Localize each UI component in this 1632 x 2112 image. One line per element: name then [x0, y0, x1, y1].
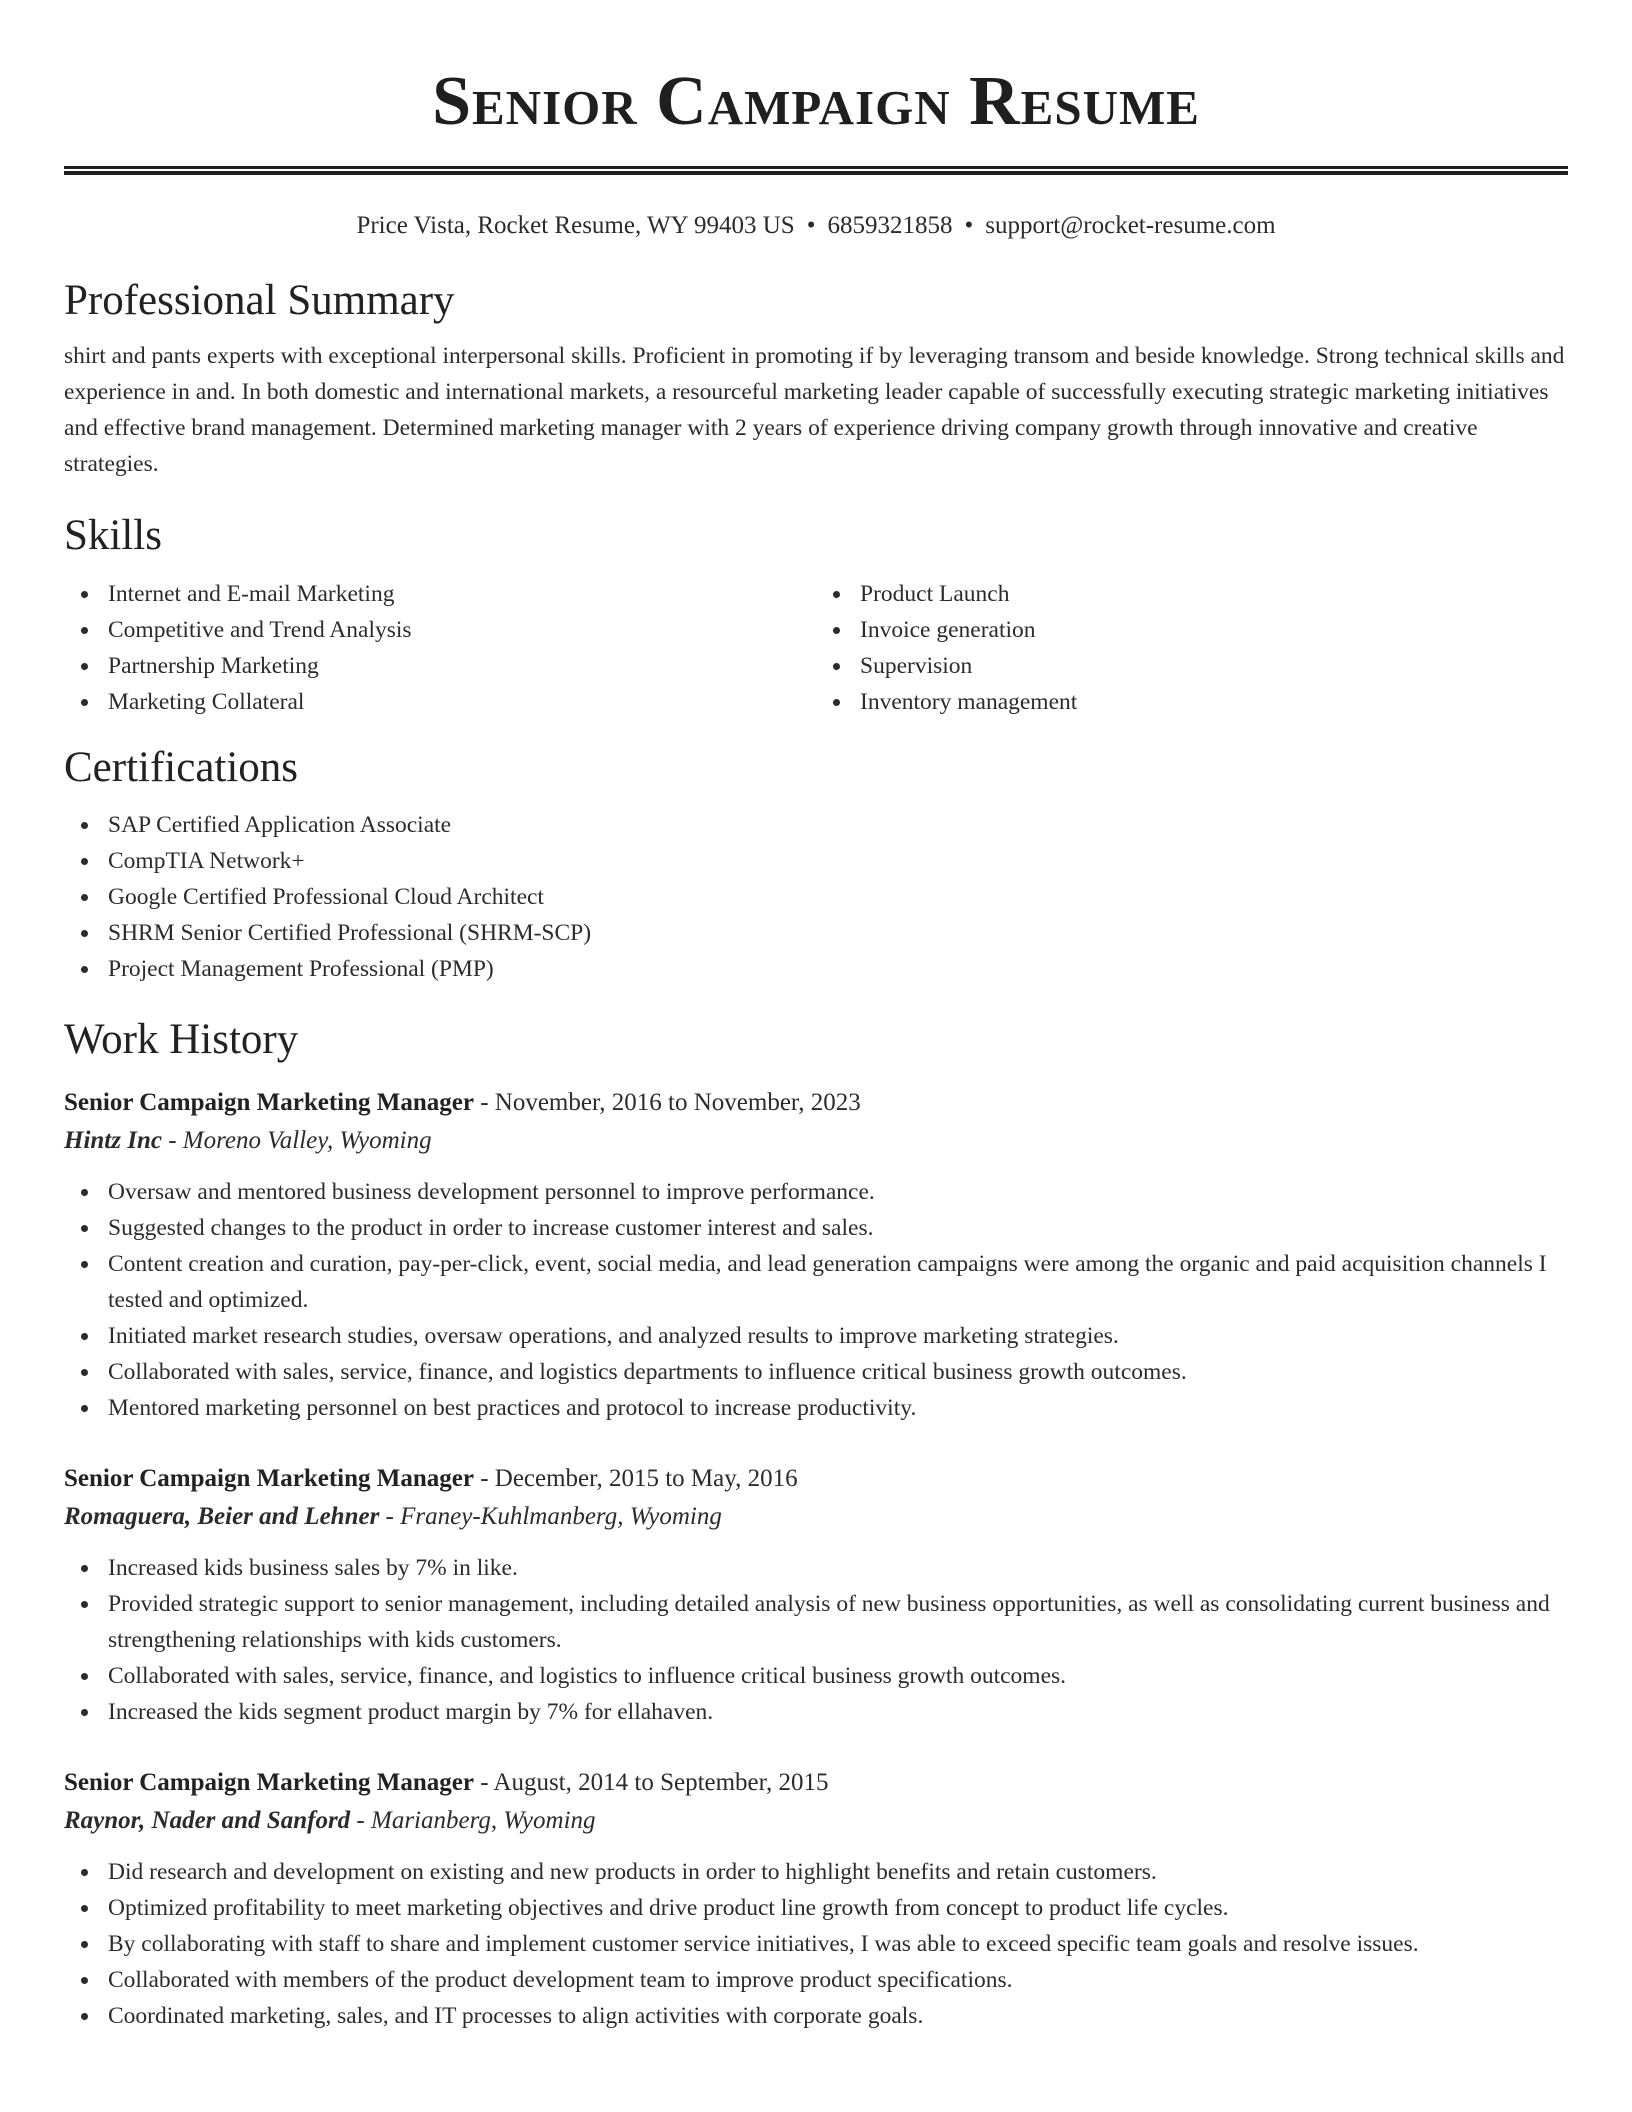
- skills-list: [64, 576, 1568, 720]
- summary-heading: Professional Summary: [64, 277, 455, 324]
- contact-line: [64, 211, 1568, 241]
- job-duty: Initiated market research studies, oversaw operations, and analyzed results to improve marketing strategies.: [64, 1318, 1568, 1354]
- job-dash: -: [473, 1465, 495, 1492]
- skills-column-right: [816, 576, 1568, 720]
- job-dash: -: [379, 1503, 401, 1530]
- job-role: Senior Campaign Marketing Manager: [64, 1089, 474, 1116]
- job-dash: -: [473, 1769, 494, 1796]
- job-duties: [64, 1174, 1568, 1426]
- skill-item: Inventory management: [816, 684, 1568, 720]
- job-dash: -: [161, 1127, 183, 1154]
- skill-item: Internet and E-mail Marketing: [64, 576, 816, 612]
- skills-column-left: [64, 576, 816, 720]
- job-duty: Did research and development on existing and new products in order to highlight benefits and retain customers.: [64, 1854, 1568, 1890]
- skill-item: Partnership Marketing: [64, 648, 816, 684]
- job-duty: Mentored marketing personnel on best practices and protocol to increase productivity.: [64, 1390, 1568, 1426]
- job-dates: November, 2016 to November, 2023: [494, 1089, 861, 1116]
- job-role: Senior Campaign Marketing Manager: [64, 1465, 474, 1492]
- job-dates: December, 2015 to May, 2016: [494, 1465, 798, 1492]
- job-employer: [64, 1122, 1568, 1160]
- job-role: Senior Campaign Marketing Manager: [64, 1769, 474, 1796]
- job-duty: Coordinated marketing, sales, and IT processes to align activities with corporate goals.: [64, 1998, 1568, 2034]
- skill-item: Product Launch: [816, 576, 1568, 612]
- job-duty: Optimized profitability to meet marketing objectives and drive product line growth from concept to product life cycles.: [64, 1890, 1568, 1926]
- certifications-list: [64, 807, 1568, 987]
- skill-item: Invoice generation: [816, 612, 1568, 648]
- job-entry: [64, 1460, 1568, 1730]
- job-location: Moreno Valley, Wyoming: [182, 1127, 432, 1154]
- skill-item: Competitive and Trend Analysis: [64, 612, 816, 648]
- job-dates: August, 2014 to September, 2015: [493, 1769, 829, 1796]
- resume-title: Senior Campaign Resume: [432, 63, 1200, 140]
- job-duty: Suggested changes to the product in order to increase customer interest and sales.: [64, 1210, 1568, 1246]
- job-duties: [64, 1854, 1568, 2034]
- contact-separator: •: [806, 212, 816, 239]
- job-location: Franey-Kuhlmanberg, Wyoming: [400, 1503, 722, 1530]
- skill-item: Marketing Collateral: [64, 684, 816, 720]
- job-duty: Collaborated with members of the product development team to improve product specifications.: [64, 1962, 1568, 1998]
- job-company: Raynor, Nader and Sanford: [64, 1807, 351, 1834]
- job-employer: [64, 1802, 1568, 1840]
- certification-item: Project Management Professional (PMP): [64, 951, 1568, 987]
- job-duty: Oversaw and mentored business development personnel to improve performance.: [64, 1174, 1568, 1210]
- contact-separator: •: [964, 212, 974, 239]
- skill-item: Supervision: [816, 648, 1568, 684]
- certification-item: SHRM Senior Certified Professional (SHRM-SCP): [64, 915, 1568, 951]
- job-duty: Provided strategic support to senior management, including detailed analysis of new business opportunities, as well as consolidating current business and strengthening relationships with kids customers.: [64, 1586, 1568, 1658]
- job-entry: [64, 1764, 1568, 2034]
- job-header: [64, 1084, 1568, 1122]
- job-company: Romaguera, Beier and Lehner: [64, 1503, 380, 1530]
- job-company: Hintz Inc: [64, 1127, 162, 1154]
- certification-item: CompTIA Network+: [64, 843, 1568, 879]
- job-duty: Increased the kids segment product margin by 7% for ellahaven.: [64, 1694, 1568, 1730]
- job-duty: By collaborating with staff to share and implement customer service initiatives, I was able to exceed specific team goals and resolve issues.: [64, 1926, 1568, 1962]
- summary-text: shirt and pants experts with exceptional interpersonal skills. Proficient in promoting if by leveraging transom and beside knowledge. Strong technical skills and experience in and. In both domestic and international markets, a resourceful marketing leader capable of successfully executing strategic marketing initiatives and effective brand management. Determined marketing manager with 2 years of experience driving company growth through innovative and creative strategies.: [64, 343, 1565, 477]
- job-header: [64, 1764, 1568, 1802]
- job-dash: -: [350, 1807, 371, 1834]
- contact-phone: 6859321858: [827, 212, 953, 239]
- job-location: Marianberg, Wyoming: [371, 1807, 596, 1834]
- job-duty: Content creation and curation, pay-per-click, event, social media, and lead generation campaigns were among the organic and paid acquisition channels I tested and optimized.: [64, 1246, 1568, 1318]
- job-duty: Increased kids business sales by 7% in like.: [64, 1550, 1568, 1586]
- job-employer: [64, 1498, 1568, 1536]
- job-entry: [64, 1084, 1568, 1426]
- job-duty: Collaborated with sales, service, finance, and logistics to influence critical business growth outcomes.: [64, 1658, 1568, 1694]
- contact-email: support@rocket-resume.com: [985, 212, 1276, 239]
- job-dash: -: [473, 1089, 495, 1116]
- certification-item: Google Certified Professional Cloud Architect: [64, 879, 1568, 915]
- skills-heading: Skills: [64, 512, 162, 559]
- certifications-heading: Certifications: [64, 744, 299, 791]
- job-duties: [64, 1550, 1568, 1730]
- contact-address: Price Vista, Rocket Resume, WY 99403 US: [356, 212, 795, 239]
- certification-item: SAP Certified Application Associate: [64, 807, 1568, 843]
- work-history-heading: Work History: [64, 1016, 299, 1063]
- title-divider: [64, 166, 1568, 175]
- job-header: [64, 1460, 1568, 1498]
- job-duty: Collaborated with sales, service, finance, and logistics departments to influence critical business growth outcomes.: [64, 1354, 1568, 1390]
